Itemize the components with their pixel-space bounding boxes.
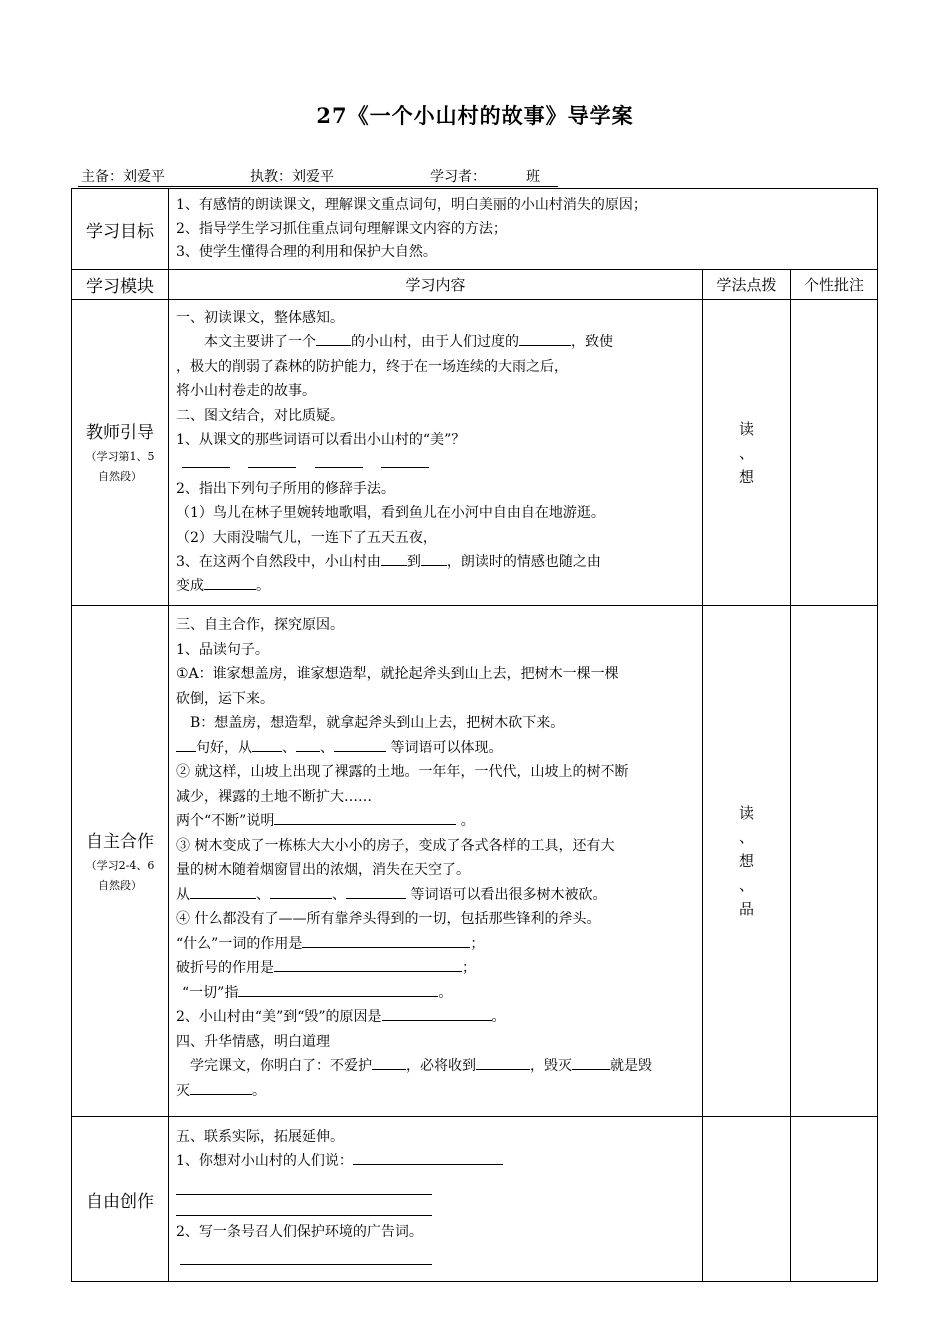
blank-field[interactable] xyxy=(572,1054,610,1070)
section3-tips xyxy=(703,1117,791,1282)
header-tips: 学法点拨 xyxy=(703,270,791,300)
blank-field[interactable] xyxy=(270,883,332,899)
section1-tips: 读 、 想 xyxy=(703,300,791,606)
learner-label: 学习者： xyxy=(430,169,486,185)
goals-content xyxy=(169,189,878,270)
blank-field[interactable] xyxy=(238,981,438,997)
blank-field[interactable] xyxy=(274,956,462,972)
section2-title: 自主合作 xyxy=(86,831,154,852)
section3-content: 五、联系实际，拓展延伸。 1、你想对小山村的人们说： 2、写一条号召人们保护环境的广告词。 xyxy=(169,1117,703,1282)
goals-row xyxy=(72,189,878,270)
blank-line[interactable] xyxy=(176,1200,432,1216)
blank-field[interactable] xyxy=(176,736,196,752)
blank-field[interactable] xyxy=(204,574,256,590)
blank-field[interactable] xyxy=(315,452,363,468)
prepare-label: 主备：刘爱平 xyxy=(81,169,165,185)
blank-field[interactable] xyxy=(421,550,447,566)
blank-field[interactable] xyxy=(353,1149,503,1165)
blank-field[interactable] xyxy=(190,1079,252,1095)
page-title: 27《一个小山村的故事》导学案 xyxy=(316,103,634,128)
blank-field[interactable] xyxy=(190,883,256,899)
section1-content: 一、初读课文，整体感知。 本文主要讲了一个 的小山村，由于人们过度的 ，致使 ，极大的削弱了森林的防护能力，终于在一场连续的大雨之后， 将小山村卷走的故事。 二、图文结合，对比质疑。 1、从课文的那些词语可以看出小山村的“美”？ 2、指出下列句子所用的修辞手法。 （1）鸟儿在林子里婉转地歌唱，看到鱼儿在小河中自由自在地游逛。 （2）大雨没喘气儿，一连下了五天五夜， 3、在这两个自然段中，小山村由 到 ，朗读时的情感也随之由 变成 。 xyxy=(169,300,703,606)
section2-label xyxy=(72,606,169,1117)
blank-line[interactable] xyxy=(176,1179,432,1195)
blank-field[interactable] xyxy=(519,330,571,346)
blank-field[interactable] xyxy=(372,1054,406,1070)
blank-field[interactable] xyxy=(346,883,406,899)
header-row xyxy=(72,270,878,300)
class-label: 班 xyxy=(526,169,540,185)
section1-notes[interactable] xyxy=(791,300,878,606)
section1-title: 教师引导 xyxy=(86,423,154,443)
header-notes: 个性批注 xyxy=(791,270,878,300)
blank-field[interactable] xyxy=(296,736,320,752)
teacher-label: 执教：刘爱平 xyxy=(250,169,334,185)
header-content: 学习内容 xyxy=(169,270,703,300)
blank-field[interactable] xyxy=(381,452,429,468)
section2-content: 三、自主合作，探究原因。 1、品读句子。 ①A：谁家想盖房，谁家想造犁，就抡起斧头到山上去，把树木一棵一棵 砍倒，运下来。 B：想盖房，想造犁，就拿起斧头到山上去，把树木砍下来。 句好，从 、 、 等词语可以体现。 ② 就这样，山坡上出现了裸露的土地。一年年，一代代，山坡上的树不断 减少，裸露的土地不断扩大…… 两个“不断”说明 。 ③ 树木变成了一栋栋大大小小的房子，变成了各式各样的工具，还有大 量的树木随着烟窗冒出的浓烟，消失在天空了。 从 、 、 等词语可以看出很多树木被砍。 ④ 什么都没有了——所有靠斧头得到的一切，包括那些锋利的斧头。 “什么”一词的作用是 ； 破折号的作用是 ； “一切”指 。 2、小山村由“美”到“毁”的原因是 。 四、升华情感，明白道理 学完课文，你明白了：不爱护 ，必将收到 ，毁灭 就是毁 灭 。 xyxy=(169,606,703,1117)
section2-tips: 读 、 想 、 品 xyxy=(703,606,791,1117)
section-teacher-guide xyxy=(72,300,878,606)
study-plan-table xyxy=(71,188,878,1282)
section-self-cooperation xyxy=(72,606,878,1117)
section-free-creation xyxy=(72,1117,878,1282)
blank-line[interactable] xyxy=(180,1249,432,1265)
blank-field[interactable] xyxy=(274,809,456,825)
goal-item: 2、指导学生学习抓住重点词句理解课文内容的方法； xyxy=(176,220,507,237)
header-module: 学习模块 xyxy=(72,270,169,300)
author-info-bar xyxy=(78,166,558,187)
goal-item: 3、使学生懂得合理的利用和保护大自然。 xyxy=(176,244,437,260)
blank-field[interactable] xyxy=(382,1005,492,1021)
blank-field[interactable] xyxy=(381,550,407,566)
blank-field[interactable] xyxy=(182,452,230,468)
section2-notes[interactable] xyxy=(791,606,878,1117)
goal-item: 1、有感情的朗读课文，理解课文重点词句，明白美丽的小山村消失的原因； xyxy=(176,197,647,213)
section1-label xyxy=(72,300,169,606)
blank-field[interactable] xyxy=(476,1054,530,1070)
section2-sub: （学习2-4、6 自然段） xyxy=(85,858,155,892)
goals-label: 学习目标 xyxy=(72,189,169,270)
blank-field[interactable] xyxy=(248,452,296,468)
blank-field[interactable] xyxy=(334,736,386,752)
blank-field[interactable] xyxy=(302,932,470,948)
blank-field[interactable] xyxy=(316,330,351,346)
section1-sub: （学习第1、5 自然段） xyxy=(85,450,155,483)
section3-notes[interactable] xyxy=(791,1117,878,1282)
blank-field[interactable] xyxy=(252,736,282,752)
section3-label: 自由创作 xyxy=(72,1117,169,1282)
